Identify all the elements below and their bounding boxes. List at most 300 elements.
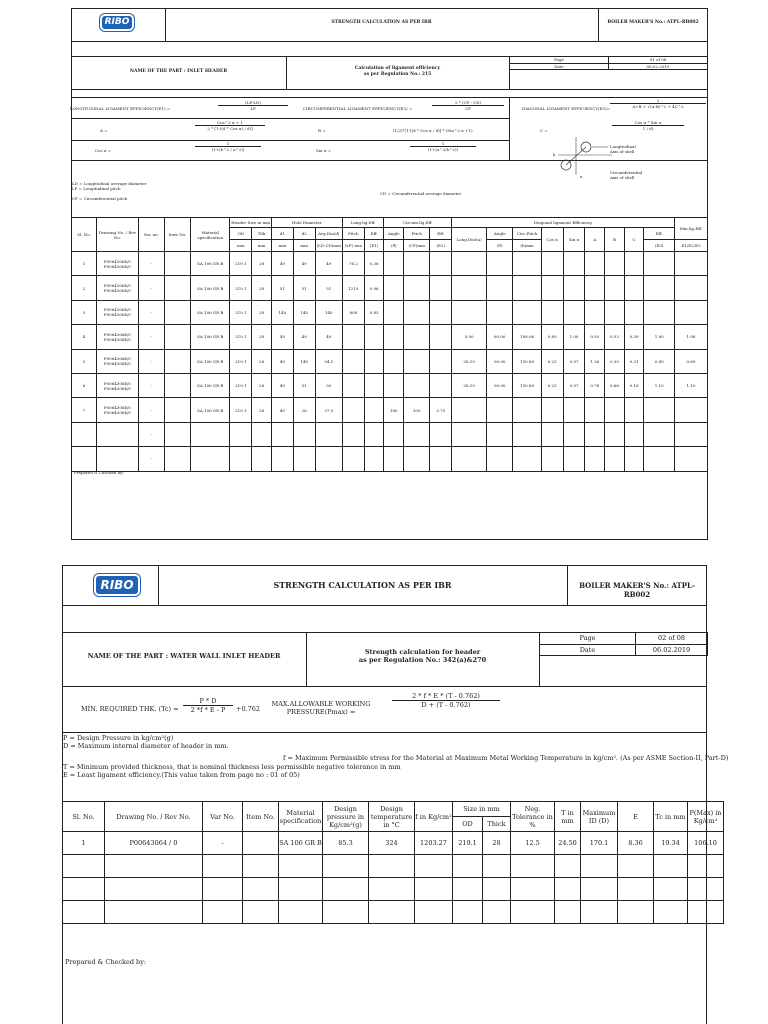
page1-boiler-makers-no: BOILER MAKER'S No.: ATPL-RB002 bbox=[607, 20, 699, 25]
cell-b bbox=[513, 300, 541, 324]
cell-d1: 49 bbox=[271, 325, 293, 349]
cell-od bbox=[453, 878, 483, 901]
th-unit: (E2) bbox=[430, 240, 452, 252]
cell-pmax: 106.10 bbox=[688, 832, 724, 855]
circumferential-efficiency-label: CIRCUMFERENTIAL LIGAMENT EFFICIENCY(E2) = bbox=[303, 106, 413, 111]
cell-sin bbox=[563, 300, 585, 324]
b-expression: (1/2)*(1-[(d * Cos α / d)] * (Sin^2 α +1) bbox=[393, 128, 473, 133]
cell-item bbox=[243, 832, 279, 855]
max-pressure-fraction bbox=[392, 692, 500, 709]
cell-thk bbox=[252, 447, 272, 471]
cell-thk: 28 bbox=[252, 276, 272, 300]
divider bbox=[509, 97, 510, 161]
th-diag: Diagonal ligament Efficiency bbox=[452, 218, 675, 228]
th-unit: (E1) bbox=[364, 240, 384, 252]
cell-la bbox=[452, 447, 487, 471]
cell-c: 0.18 bbox=[624, 373, 644, 397]
cell-b: 150.89 bbox=[513, 349, 541, 373]
cell-th bbox=[487, 447, 513, 471]
cell-a bbox=[585, 300, 605, 324]
cell-ang bbox=[384, 276, 404, 300]
cell-min bbox=[675, 252, 708, 276]
cell-item bbox=[164, 447, 190, 471]
th-hole-dia: Hole Diameter bbox=[271, 218, 342, 228]
cell-d2: 140 bbox=[293, 349, 315, 373]
cell-cp bbox=[404, 422, 430, 446]
cell-mat: SA 106 GR B bbox=[191, 325, 230, 349]
cell-d2: 26 bbox=[293, 398, 315, 422]
th-thick: Thick bbox=[483, 817, 511, 832]
th-unit: (θ) bbox=[384, 240, 404, 252]
cell-var: - bbox=[138, 422, 164, 446]
th-d2: d2 bbox=[293, 228, 315, 240]
cell-d1 bbox=[271, 447, 293, 471]
cell-min bbox=[675, 398, 708, 422]
cell-lp: 1219 bbox=[342, 276, 364, 300]
table-row bbox=[72, 398, 708, 422]
th-circ-lig: Circum.lig.Eff. bbox=[384, 218, 452, 228]
cell-avg: 49 bbox=[315, 325, 342, 349]
th-sin: Sin α bbox=[563, 228, 585, 252]
th-unit: mm bbox=[293, 240, 315, 252]
cell-cos bbox=[541, 398, 563, 422]
th-od: OD bbox=[453, 817, 483, 832]
cell-d2: 49 bbox=[293, 252, 315, 276]
diagonal-efficiency-label: DIAGONAL LIGAMENT EFFICIENCY(E3)= bbox=[522, 106, 610, 111]
legend-e: E = Least ligament efficiency.(This value taken from page no : 01 of 05) bbox=[63, 771, 300, 779]
cell-dt bbox=[369, 855, 415, 878]
th-f: f in Kg/cm² bbox=[415, 802, 453, 832]
cell-mat: SA 106 GR B bbox=[191, 398, 230, 422]
diagram-b-label: b bbox=[553, 152, 556, 157]
diagram-a-label: a bbox=[580, 174, 583, 179]
fraction-num: Cos^2 α + 1 bbox=[195, 120, 265, 126]
cell-cp bbox=[404, 276, 430, 300]
cell-th: 90.00 bbox=[487, 349, 513, 373]
cell-dwg bbox=[105, 878, 203, 901]
cell-b: 0.66 bbox=[605, 373, 625, 397]
cell-sl bbox=[63, 878, 105, 901]
cell-avg: 140 bbox=[315, 300, 342, 324]
th-material: Material specification bbox=[191, 218, 230, 252]
cell-lp: 808 bbox=[342, 300, 364, 324]
cell-item bbox=[243, 901, 279, 924]
a-fraction bbox=[195, 120, 265, 131]
cell-cos: 0.25 bbox=[541, 349, 563, 373]
cell-sin bbox=[563, 252, 585, 276]
c-label: C = bbox=[540, 128, 548, 133]
th-cos: Cos α bbox=[541, 228, 563, 252]
cell-od: 219.1 bbox=[230, 252, 252, 276]
cell-a bbox=[585, 398, 605, 422]
cell-sl: 2 bbox=[72, 276, 97, 300]
cell-a bbox=[585, 252, 605, 276]
cell-e1 bbox=[364, 422, 384, 446]
page2-title: STRENGTH CALCULATION AS PER IBR bbox=[273, 580, 452, 590]
table-row bbox=[72, 300, 708, 324]
cell-avg bbox=[315, 422, 342, 446]
cell-dwg bbox=[105, 901, 203, 924]
cell-e1: 0.83 bbox=[364, 300, 384, 324]
cell-ang: 180 bbox=[384, 398, 404, 422]
cell-cp bbox=[404, 300, 430, 324]
cell-d1: 49 bbox=[271, 373, 293, 397]
cell-dwg bbox=[97, 447, 139, 471]
table-row bbox=[63, 901, 724, 924]
cell-f bbox=[415, 855, 453, 878]
cell-e3 bbox=[644, 422, 675, 446]
cell-e3: 1.80 bbox=[644, 325, 675, 349]
cell-ang bbox=[384, 349, 404, 373]
page-label: Page bbox=[540, 633, 636, 645]
cell-t bbox=[555, 855, 581, 878]
cell-dwg: P00643064/0 P00643064/0 bbox=[97, 325, 139, 349]
page-label: Page bbox=[510, 57, 609, 64]
th-var: Var No. bbox=[203, 802, 243, 832]
cell-a bbox=[585, 276, 605, 300]
cell-e2 bbox=[430, 325, 452, 349]
legend-lp: LP = Longitudinal pitch bbox=[72, 186, 121, 191]
table-row bbox=[72, 252, 708, 276]
cell-e2 bbox=[430, 373, 452, 397]
legend-cd: CD = Circumferential average diameter bbox=[380, 191, 462, 196]
cell-d2: 51 bbox=[293, 276, 315, 300]
cell-pmax bbox=[688, 901, 724, 924]
cell-tc: 19.34 bbox=[654, 832, 688, 855]
cell-e1: 0.36 bbox=[364, 252, 384, 276]
fraction-den: A+B + √(A-B)^2 + 4C^2 bbox=[632, 104, 684, 109]
min-required-thickness-fraction bbox=[183, 697, 233, 714]
cell-d2: 51 bbox=[293, 373, 315, 397]
page2-page-date-table bbox=[539, 632, 708, 656]
cell-mat: SA 106 GR B bbox=[191, 252, 230, 276]
cell-sl: 4 bbox=[72, 325, 97, 349]
cell-dwg: P00643064/0 P00643064/0 bbox=[97, 252, 139, 276]
cell-e1: 0.96 bbox=[364, 276, 384, 300]
cell-id: 170.1 bbox=[581, 832, 618, 855]
cell-dt: 324 bbox=[369, 832, 415, 855]
cell-th bbox=[487, 300, 513, 324]
cell-mat bbox=[191, 422, 230, 446]
cell-la bbox=[452, 422, 487, 446]
cell-sl bbox=[63, 855, 105, 878]
th-pmax: P(Max) in Kg/cm² bbox=[688, 802, 724, 832]
cell-pmax bbox=[688, 855, 724, 878]
table-row bbox=[72, 422, 708, 446]
cell-item bbox=[164, 252, 190, 276]
page1-page-date-table bbox=[509, 56, 708, 70]
cell-min bbox=[675, 447, 708, 471]
cell-a bbox=[585, 422, 605, 446]
th-unit: (LP) mm bbox=[342, 240, 364, 252]
cell-la bbox=[452, 252, 487, 276]
cell-id bbox=[581, 878, 618, 901]
date-label: Date bbox=[540, 644, 636, 656]
cell-sl: 6 bbox=[72, 373, 97, 397]
cell-sl: 3 bbox=[72, 300, 97, 324]
cell-d1: 140 bbox=[271, 300, 293, 324]
cell-neg bbox=[511, 878, 555, 901]
cell-od: 219.1 bbox=[230, 300, 252, 324]
cell-t bbox=[555, 878, 581, 901]
cell-e2 bbox=[430, 300, 452, 324]
cell-sl bbox=[72, 422, 97, 446]
cell-thk bbox=[483, 855, 511, 878]
page1-part-name: NAME OF THE PART : INLET HEADER bbox=[129, 69, 228, 74]
cell-dwg: P00643064/0 P00643064/0 bbox=[97, 276, 139, 300]
cell-item bbox=[164, 349, 190, 373]
cell-sin bbox=[563, 276, 585, 300]
th-unit: (θ) bbox=[487, 240, 513, 252]
th-angle-d: Angle bbox=[487, 228, 513, 240]
th-unit: mm bbox=[271, 240, 293, 252]
cell-th bbox=[487, 398, 513, 422]
cell-sl: 1 bbox=[63, 832, 105, 855]
cell-e bbox=[618, 901, 654, 924]
cell-var: - bbox=[138, 349, 164, 373]
cell-avg: 49 bbox=[315, 252, 342, 276]
cell-dwg bbox=[105, 855, 203, 878]
cell-f bbox=[415, 901, 453, 924]
calc-title-line2: as per Regulation No.: 342(a)&270 bbox=[358, 656, 487, 664]
page1-prepared-by: Prepared & Checked by: bbox=[74, 470, 124, 475]
cell-item bbox=[164, 373, 190, 397]
cell-e2: 3.75 bbox=[430, 398, 452, 422]
cell-e3 bbox=[644, 252, 675, 276]
cell-item bbox=[164, 398, 190, 422]
th-unit: (LD-CD)mm bbox=[315, 240, 342, 252]
cell-od: 219.1 bbox=[230, 276, 252, 300]
cell-avg: 51 bbox=[315, 276, 342, 300]
cell-f: 1203.27 bbox=[415, 832, 453, 855]
cell-a: 0.78 bbox=[585, 373, 605, 397]
legend-f: f = Maximum Permissible stress for the Material at Maximum Metal Working Temperature in kg/cm². (As per ASME Section-II, Part-D) bbox=[283, 754, 729, 762]
cell-var: - bbox=[138, 398, 164, 422]
cell-dwg bbox=[97, 422, 139, 446]
cell-cos bbox=[541, 300, 563, 324]
page1-title: STRENGTH CALCULATION AS PER IBR bbox=[331, 20, 432, 25]
page2-part-name: NAME OF THE PART : WATER WALL INLET HEADER bbox=[87, 652, 281, 660]
fraction-den: CP bbox=[465, 106, 471, 111]
cell-e2 bbox=[430, 422, 452, 446]
cell-e3: 1.10 bbox=[644, 373, 675, 397]
cell-d1: 49 bbox=[271, 398, 293, 422]
fraction-den: 2 *f * E - P bbox=[190, 706, 226, 714]
cell-min: 0.69 bbox=[675, 349, 708, 373]
th-tc: Tc in mm bbox=[654, 802, 688, 832]
cell-od: 219.1 bbox=[230, 398, 252, 422]
ligament-efficiency-table bbox=[71, 217, 708, 472]
cell-f bbox=[415, 878, 453, 901]
c-fraction bbox=[612, 120, 684, 131]
longitudinal-efficiency-label: LONGITUDINAL LIGAMENT EFFICIENCY(E1) = bbox=[70, 106, 171, 111]
fraction-den: D + (T - 0.762) bbox=[421, 701, 471, 709]
ribo-logo: RIBO bbox=[96, 576, 138, 594]
cell-a: 1.36 bbox=[585, 349, 605, 373]
cell-e2 bbox=[430, 349, 452, 373]
cell-sin bbox=[563, 398, 585, 422]
cell-var: - bbox=[138, 276, 164, 300]
cell-dwg: P00643064/0 P00643064/0 bbox=[97, 398, 139, 422]
cell-la: 0.00 bbox=[452, 325, 487, 349]
cell-la bbox=[452, 398, 487, 422]
cell-sl: 5 bbox=[72, 349, 97, 373]
date-value: 06.02.2019 bbox=[636, 644, 708, 656]
th-eff: Eff. bbox=[364, 228, 384, 240]
cell-lp: 76.2 bbox=[342, 252, 364, 276]
table-row bbox=[72, 276, 708, 300]
cell-th bbox=[487, 252, 513, 276]
cell-ang bbox=[384, 252, 404, 276]
cos-fraction bbox=[195, 141, 261, 152]
cell-t: 24.50 bbox=[555, 832, 581, 855]
cell-e bbox=[618, 855, 654, 878]
cell-b: 150.89 bbox=[513, 373, 541, 397]
cell-mat: SA 106 GR B bbox=[191, 349, 230, 373]
fraction-num: Cos α * Sin α bbox=[612, 120, 684, 126]
table-row bbox=[72, 373, 708, 397]
cell-pmax bbox=[688, 878, 724, 901]
cell-b bbox=[513, 447, 541, 471]
th-size: Size in mm bbox=[453, 802, 511, 817]
cell-id bbox=[581, 855, 618, 878]
cell-la bbox=[452, 300, 487, 324]
fraction-den: 1 / d) bbox=[642, 126, 654, 131]
cell-sl bbox=[63, 901, 105, 924]
cell-thk: 28 bbox=[252, 325, 272, 349]
cell-d2: 49 bbox=[293, 325, 315, 349]
cell-sin bbox=[563, 422, 585, 446]
th-design-temp: Design temperature in °C bbox=[369, 802, 415, 832]
th-header-size: Header Size in mm bbox=[230, 218, 272, 228]
cell-mat bbox=[191, 447, 230, 471]
cell-sin: 1.00 bbox=[563, 325, 585, 349]
th-eff-d: Eff. bbox=[644, 228, 675, 240]
fraction-den: (1+(b^2 / a^2)) bbox=[211, 147, 245, 152]
fraction-den: 2 * [1-((d * Cos α) / d)] bbox=[207, 126, 253, 131]
th-unit: (CP)mm bbox=[404, 240, 430, 252]
cell-dwg: P00643064/0 P00643064/0 bbox=[97, 349, 139, 373]
cell-e3 bbox=[644, 398, 675, 422]
cell-dp: 85.3 bbox=[323, 832, 369, 855]
legend-t: T = Minimum provided thickness, that is nominal thickness less permissible negative tolerance in mm bbox=[63, 763, 401, 771]
table-row bbox=[72, 325, 708, 349]
date-value: 06.02.2019 bbox=[609, 63, 708, 70]
th-sl: Sl. No. bbox=[72, 218, 97, 252]
cell-e3 bbox=[644, 447, 675, 471]
cell-min bbox=[675, 276, 708, 300]
cell-item bbox=[243, 855, 279, 878]
cell-mat bbox=[279, 855, 323, 878]
cell-cos bbox=[541, 252, 563, 276]
cell-mat: SA 106 GR B bbox=[191, 300, 230, 324]
cell-item bbox=[164, 300, 190, 324]
cell-var bbox=[203, 855, 243, 878]
max-pressure-line2: PRESSURE(Pmax) = bbox=[286, 708, 356, 716]
cell-a: 0.93 bbox=[585, 325, 605, 349]
cell-th bbox=[487, 276, 513, 300]
cell-ang bbox=[384, 325, 404, 349]
cell-var: - bbox=[138, 447, 164, 471]
diagram-longitudinal-label: Longitudinal Axis of shell bbox=[610, 144, 636, 154]
th-unit: (b)mm bbox=[513, 240, 541, 252]
cell-lp bbox=[342, 422, 364, 446]
table-row bbox=[63, 855, 724, 878]
cell-th: 90.00 bbox=[487, 373, 513, 397]
cell-e2 bbox=[430, 276, 452, 300]
th-drawing: Drawing No. / Rev No. bbox=[105, 802, 203, 832]
cell-dwg: P00643064/0 P00643064/0 bbox=[97, 373, 139, 397]
cell-od: 219.1 bbox=[230, 325, 252, 349]
legend-d: D = Maximum internal diameter of header in mm. bbox=[63, 742, 229, 750]
fraction-num: 2 * (CP - CD) bbox=[432, 100, 504, 106]
cell-cos bbox=[541, 276, 563, 300]
cell-thk: 28 bbox=[252, 373, 272, 397]
cell-cos bbox=[541, 422, 563, 446]
th-pitch-c: Pitch bbox=[404, 228, 430, 240]
cell-min bbox=[675, 300, 708, 324]
cell-la: 38.10 bbox=[452, 373, 487, 397]
cell-thk: 28 bbox=[252, 398, 272, 422]
cell-d2 bbox=[293, 422, 315, 446]
cell-ang bbox=[384, 373, 404, 397]
cell-od: 219.1 bbox=[453, 832, 483, 855]
cell-avg: 94.5 bbox=[315, 349, 342, 373]
th-pitch: Pitch bbox=[342, 228, 364, 240]
cell-b bbox=[605, 422, 625, 446]
fraction-num: 1 bbox=[410, 141, 476, 147]
cell-lp bbox=[342, 373, 364, 397]
th-eff-c: Eff. bbox=[430, 228, 452, 240]
sin-fraction bbox=[410, 141, 476, 152]
cell-thk bbox=[252, 422, 272, 446]
legend-ld: LD = Longitudinal average diameter bbox=[72, 181, 147, 186]
cell-dp bbox=[323, 901, 369, 924]
th-item: Item No. bbox=[243, 802, 279, 832]
cell-sl bbox=[72, 447, 97, 471]
cell-c bbox=[624, 276, 644, 300]
cell-c: 0.39 bbox=[624, 325, 644, 349]
th-drawing: Drawing No. / Rev No. bbox=[97, 218, 139, 252]
calc-title-line1: Calculation of ligament efficiency bbox=[354, 66, 441, 71]
th-unit: mm bbox=[252, 240, 272, 252]
th-long-dist: Long.Dist(a) bbox=[452, 228, 487, 252]
cell-thk bbox=[483, 878, 511, 901]
cell-d1: 49 bbox=[271, 252, 293, 276]
th-circ-pitch: Circ.Pitch bbox=[513, 228, 541, 240]
cell-b bbox=[513, 398, 541, 422]
cell-d1: 51 bbox=[271, 276, 293, 300]
th-od: OD bbox=[230, 228, 252, 240]
th-thk: Thk bbox=[252, 228, 272, 240]
th-e: E bbox=[618, 802, 654, 832]
circumferential-efficiency-fraction bbox=[432, 100, 504, 111]
cell-min: 1.08 bbox=[675, 325, 708, 349]
cell-b bbox=[605, 252, 625, 276]
cell-cos: 0.25 bbox=[541, 373, 563, 397]
diagram-circumferential-label: Circumferential Axis of shell bbox=[610, 170, 643, 180]
cell-b bbox=[605, 398, 625, 422]
cell-cp bbox=[404, 325, 430, 349]
max-pressure-label bbox=[266, 700, 376, 716]
cell-th: 60.00 bbox=[487, 325, 513, 349]
cell-mat bbox=[279, 878, 323, 901]
cell-cos bbox=[541, 447, 563, 471]
th-neg-tol: Neg. Tolerance in % bbox=[511, 802, 555, 832]
cell-neg bbox=[511, 901, 555, 924]
cell-dwg: P00643064/0 P00643064/0 bbox=[97, 300, 139, 324]
fraction-num: 2 bbox=[610, 98, 706, 104]
